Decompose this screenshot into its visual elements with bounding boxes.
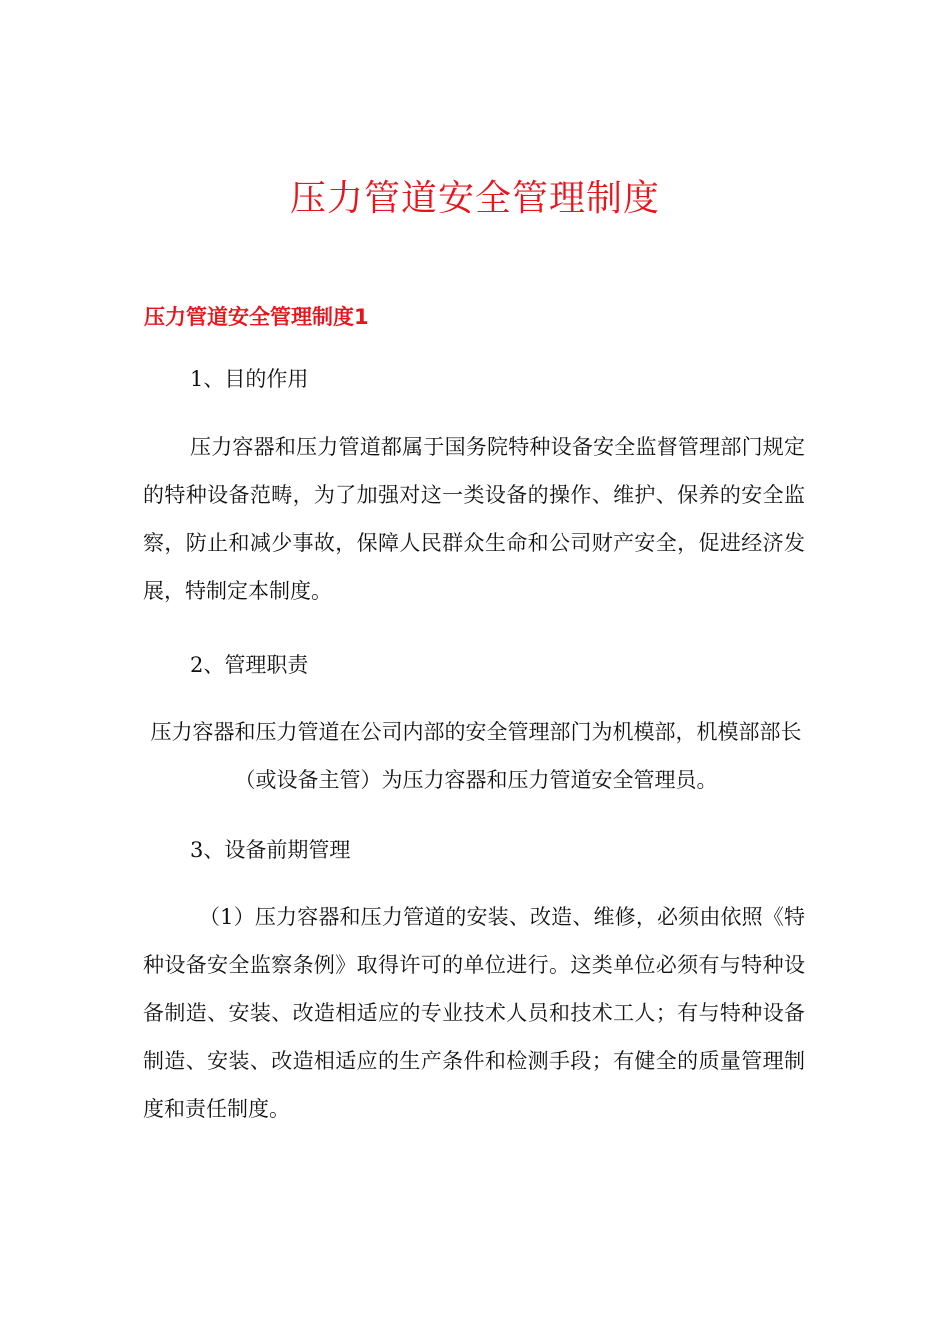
document-title: 压力管道安全管理制度	[289, 178, 660, 219]
item-heading-responsibility: 2、管理职责	[190, 653, 309, 677]
section-heading: 压力管道安全管理制度1	[144, 305, 369, 329]
paragraph-purpose: 压力容器和压力管道都属于国务院特种设备安全监督管理部门规定的特种设备范畴，为了加强对这一类设备的操作、维护、保养的安全监察，防止和减少事故，保障人民群众生命和公司财产安全，促进经济发展，特制定本制度。	[143, 435, 805, 603]
paragraph-equipment: （1）压力容器和压力管道的安装、改造、维修，必须由依照《特种设备安全监察条例》取得许可的单位进行。这类单位必须有与特种设备制造、安装、改造相适应的专业技术人员和技术工人；有与特种设备制造、安装、改造相适应的生产条件和检测手段；有健全的质量管理制度和责任制度。	[143, 905, 805, 1121]
item-heading-equipment: 3、设备前期管理	[190, 838, 351, 862]
paragraph-responsibility: 压力容器和压力管道在公司内部的安全管理部门为机模部，机模部部长（或设备主管）为压力容器和压力管道安全管理员。	[150, 720, 802, 792]
item-heading-purpose: 1、目的作用	[190, 367, 309, 391]
